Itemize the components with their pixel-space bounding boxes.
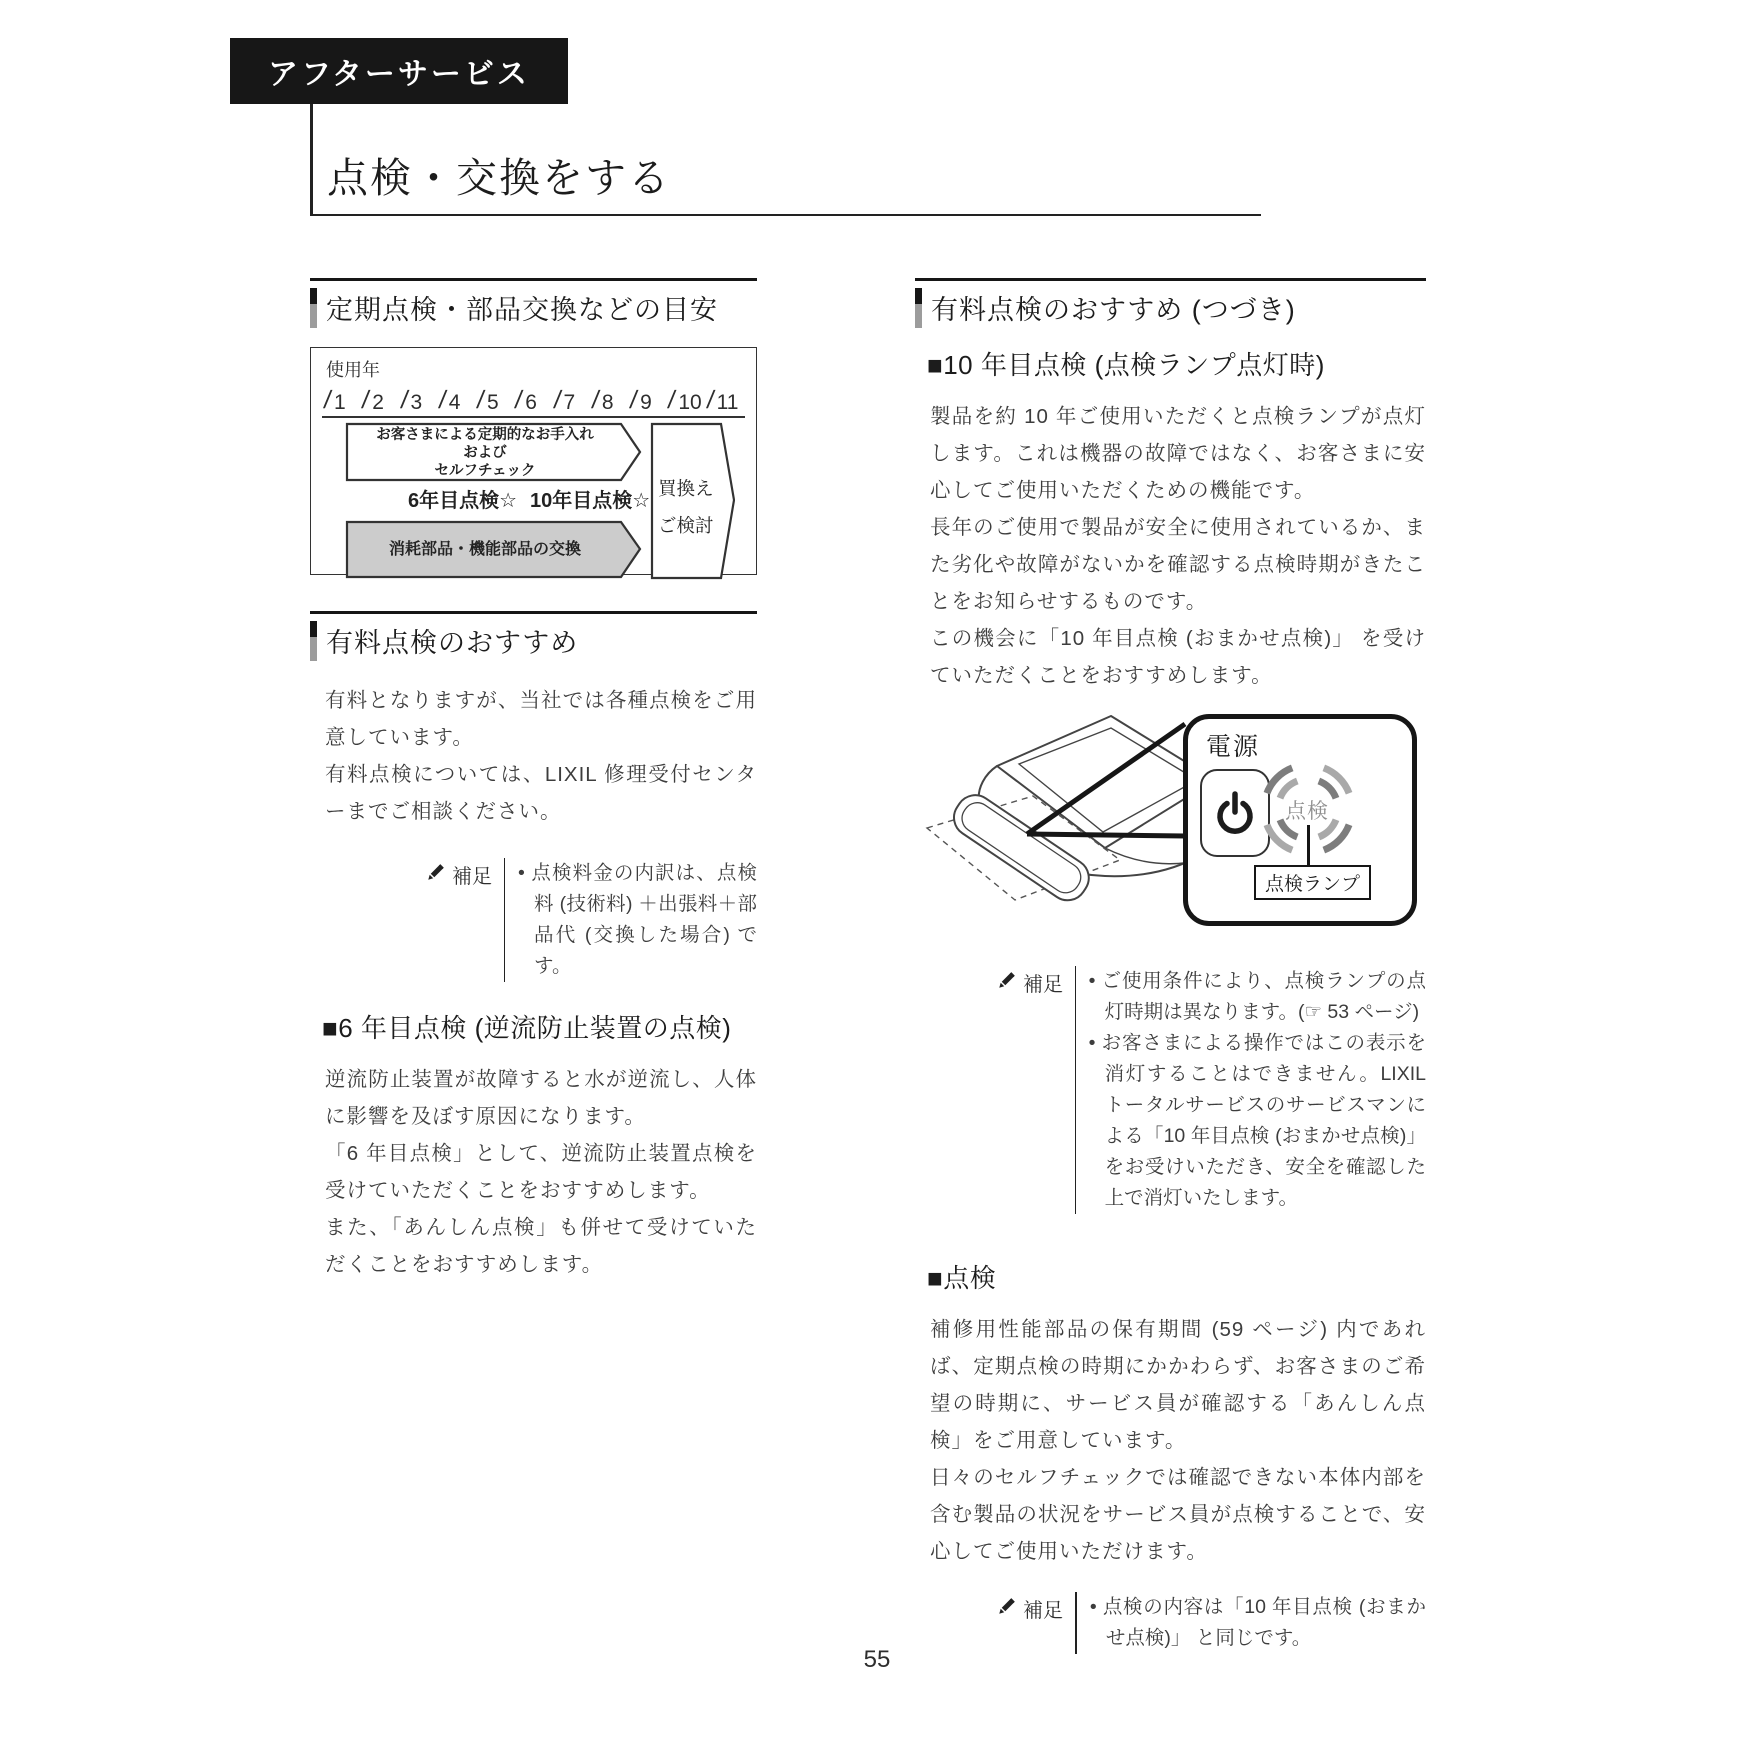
inspection-text: 補修用性能部品の保有期間 (59 ページ) 内であれば、定期点検の時期にかかわらず、お客さまのご希望の時期に、サービス員が確認する「あんしん点検」をご用意しています。 日々のセルフチェックでは確認できない本体内部を含む製品の状況をサービス員が点検することで、安心してご使用いただけます。 [930,1318,1426,1563]
note-label: 補足 [452,866,492,888]
replace-label: 買換え ご検討 [658,478,714,536]
note-label: 補足 [1023,974,1063,996]
lamp-pointer-line [1307,825,1310,867]
control-panel-callout [1183,714,1417,926]
note-paid-inspection: 補足 • 点検料金の内訳は、点検料 (技術料) ＋出張料＋部品代 (交換した場合) です。 [425,858,757,982]
year6-text: 逆流防止装置が故障すると水が逆流し、人体に影響を及ぼす原因になります。 「6 年目点検」として、逆流防止装置点検を受けていただくことをおすすめします。 また、「あんしん点検」も併せて受けていただくことをおすすめします。 [325,1068,757,1276]
heading-inspection: ■点検 [927,1263,997,1293]
note-inspection: 補足 • 点検の内容は「10 年目点検 (おまかせ点検)」 と同じです。 [996,1592,1426,1654]
schedule-diagram [310,347,757,575]
heading-accent-bar [310,288,317,328]
heading-year10: ■10 年目点検 (点検ランプ点灯時) [927,350,1325,380]
year-tick: / [360,386,372,414]
year-tick: / [589,386,601,414]
right-column [915,278,1426,1654]
year10-text: 製品を約 10 年ご使用いただくと点検ランプが点灯します。これは機器の故障ではなく、お客さまに安心してご使用いただくための機能です。 長年のご使用で製品が安全に使用されているか、また劣化や故障がないかを確認する点検時期がきたことをお知らせするものです。 この機会に「10 年目点検 (おまかせ点検)」 を受けていただくことをおすすめします。 [930,405,1426,687]
heading-paid-continued: 有料点検のおすすめ (つづき) [915,278,1426,333]
inspection-lamp-caption: 点検ランプ [1254,865,1371,900]
year-tick: / [704,386,716,414]
paid-inspection-text: 有料となりますが、当社では各種点検をご用意しています。 有料点検については、LIXIL 修理受付センターまでご相談ください。 [325,689,757,823]
heading-paid-inspection: 有料点検のおすすめ [310,611,757,666]
heading-accent-bar [310,621,317,661]
lamp-illustration [915,708,1426,948]
year-tick: / [628,386,640,414]
years-axis: / 1 / 2 / 3 / 4 / 5 / 6 / 7 / 8 / 9 / 10 / 11 [322,384,745,418]
page-title: 点検・交換をする [327,155,671,201]
pencil-icon [996,971,1016,991]
note-label: 補足 [1023,1600,1063,1622]
section-badge: アフターサービス [230,38,568,104]
year-tick: / [551,386,563,414]
heading-year6: ■6 年目点検 (逆流防止装置の点検) [322,1013,732,1043]
note-year10: 補足 • ご使用条件により、点検ランプの点灯時期は異なります。(☞ 53 ページ) • お客さまによる操作ではこの表示を消灯することはできません。LIXIL トータルサービスのサービスマンによる「10 年目点検 (おまかせ点検)」 をお受けいただき、安全を確認した上で消灯いたします。 [996,966,1426,1214]
year-tick: / [475,386,487,414]
pencil-icon [996,1597,1016,1617]
year-tick: / [436,386,448,414]
heading-schedule: 定期点検・部品交換などの目安 [310,278,757,333]
self-check-arrow-label: お客さまによる定期的なお手入れ および セルフチェック [376,427,594,479]
pencil-icon [425,863,445,883]
consumable-arrow-label: 消耗部品・機能部品の交換 [388,541,581,558]
year-tick: / [666,386,678,414]
page-number: 55 [863,1646,891,1673]
year-tick: / [398,386,410,414]
usage-years-label: 使用年 [326,360,380,380]
year6-check-label: 6年目点検☆ [408,490,518,512]
year10-check-label: 10年目点検☆ [530,490,651,512]
left-column [310,278,757,1283]
year-tick: / [513,386,525,414]
year-tick: / [322,386,333,414]
title-block [310,104,1261,216]
heading-accent-bar [915,288,922,328]
power-label: 電源 [1206,733,1261,761]
inspection-lamp-label: 点検 [1285,800,1329,823]
